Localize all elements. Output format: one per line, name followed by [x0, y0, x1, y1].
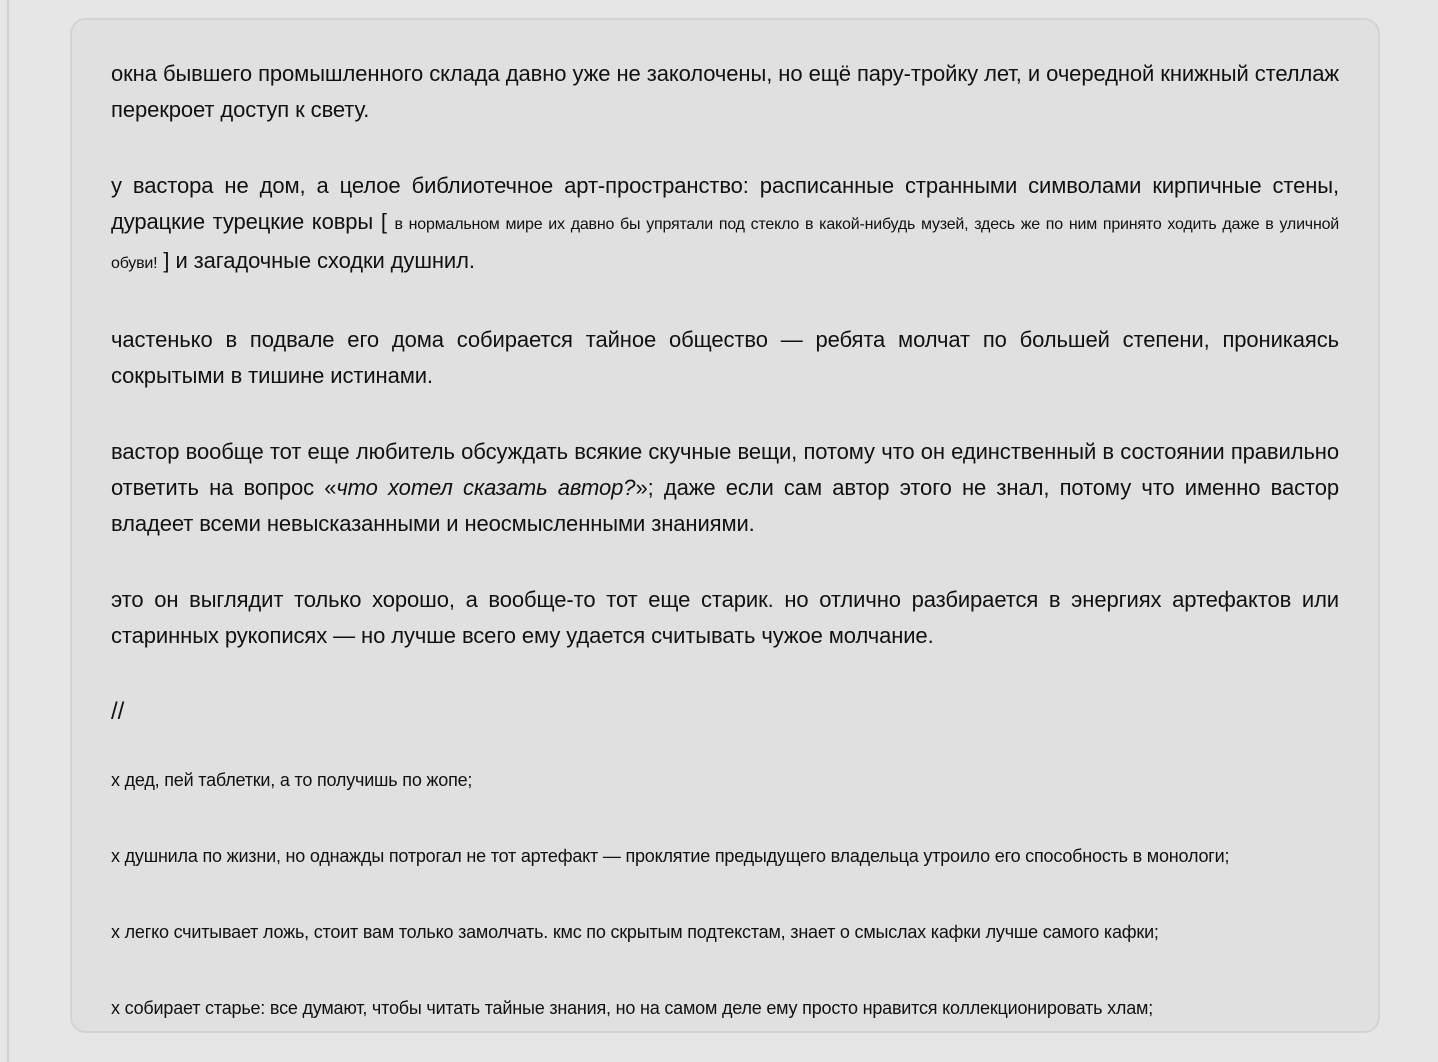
post-text-card [70, 18, 1380, 1033]
paragraph-art-space-tail: и загадочные сходки душнил. [175, 248, 475, 273]
aside-small-text: в нормальном мире их давно бы упрятали под стекло в какой-нибудь музей, здесь же по ним принято ходить даже в уличной обуви! [111, 216, 1340, 272]
trait-list-item: х душнила по жизни, но однажды потрогал не тот артефакт — проклятие предыдущего владельца утроило его способность в монологи; [111, 846, 1230, 866]
paragraph-art-space-lead: у вастора не дом, а целое библиотечное арт-пространство: расписанные странными символами кирпичные стены, дурацкие турецкие ковры [111, 173, 1339, 234]
paragraph-boring-things-before: вастор вообще тот еще любитель обсуждать всякие скучные вещи, потому что он единственный в состоянии правильно ответить на вопрос « [111, 439, 1339, 500]
section-separator: // [111, 698, 125, 725]
paragraph-windows: окна бывшего промышленного склада давно уже не заколочены, но ещё пару-тройку лет, и очередной книжный стеллаж перекроет доступ к свету. [111, 61, 1339, 122]
paragraph-art-space [111, 168, 1339, 282]
trait-list-item: х собирает старье: все думают, чтобы читать тайные знания, но на самом деле ему просто нравится коллекционировать хлам; [111, 998, 1154, 1018]
aside-bracket-open: [ [380, 209, 387, 234]
paragraph-secret-society: частенько в подвале его дома собирается тайное общество — ребята молчат по большей степени, проникаясь сокрытыми в тишине истинами. [111, 327, 1339, 388]
trait-list-item: х легко считывает ложь, стоит вам только замолчать. кмс по скрытым подтекстам, знает о смыслах кафки лучше самого кафки; [111, 922, 1159, 942]
page-left-border [7, 0, 9, 1062]
author-question-italic: что хотел сказать автор? [336, 475, 636, 500]
paragraph-boring-things [111, 434, 1339, 542]
cropped-heading-fragment [128, 0, 158, 4]
aside-bracket-close: ] [163, 248, 170, 273]
paragraph-boring-things-after: »; даже если сам автор этого не знал, потому что именно вастор владеет всеми невысказанными и неосмысленными знаниями. [111, 475, 1340, 536]
paragraph-old-man: это он выглядит только хорошо, а вообще-то тот еще старик. но отлично разбирается в энергиях артефактов или старинных рукописях — но лучше всего ему удается считывать чужое молчание. [111, 587, 1339, 648]
trait-list-item: х дед, пей таблетки, а то получишь по жопе; [111, 770, 473, 790]
